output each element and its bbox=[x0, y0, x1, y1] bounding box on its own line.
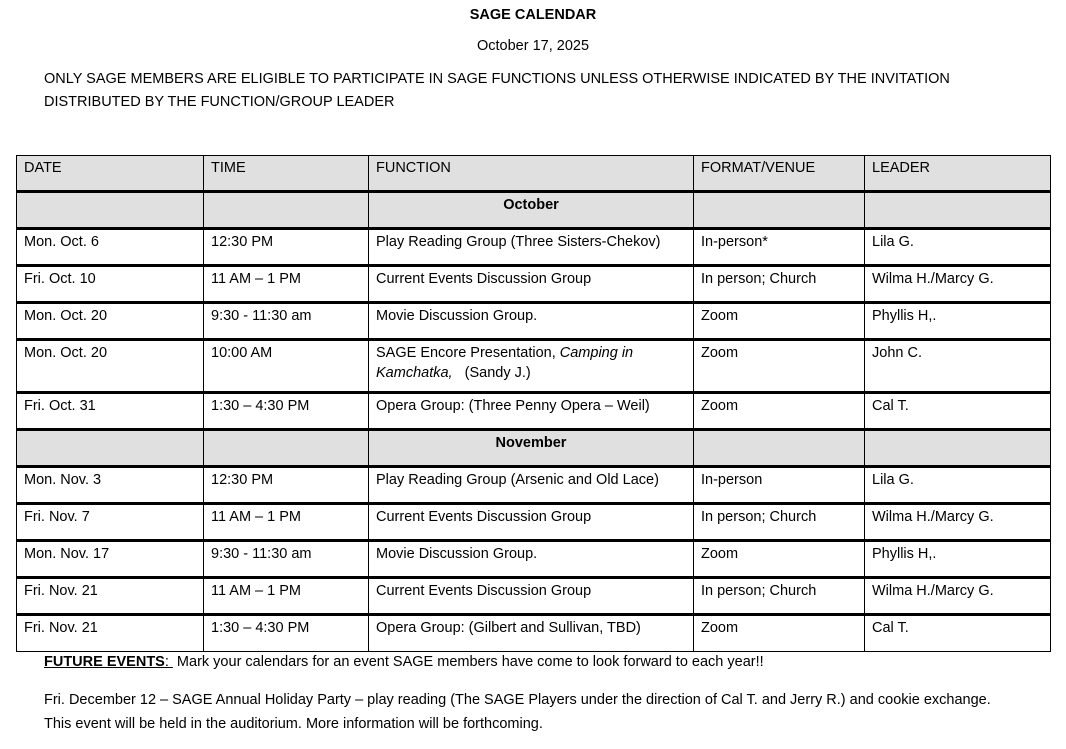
cell-function: Opera Group: (Gilbert and Sullivan, TBD) bbox=[369, 615, 694, 652]
cell-leader: Phyllis H,. bbox=[865, 541, 1051, 578]
cell-date: Fri. Nov. 21 bbox=[17, 615, 204, 652]
future-events bbox=[44, 654, 1024, 670]
month-label-november: November bbox=[369, 430, 694, 467]
month-cell-empty bbox=[17, 430, 204, 467]
cell-leader: Cal T. bbox=[865, 615, 1051, 652]
cell-time: 9:30 - 11:30 am bbox=[204, 541, 369, 578]
page-title: SAGE CALENDAR bbox=[469, 7, 597, 23]
cell-date: Mon. Oct. 6 bbox=[17, 229, 204, 266]
calendar-table bbox=[16, 155, 1051, 652]
cell-function: Play Reading Group (Three Sisters-Chekov) bbox=[369, 229, 694, 266]
column-header-function: FUNCTION bbox=[369, 156, 694, 192]
cell-function: Movie Discussion Group. bbox=[369, 541, 694, 578]
cell-venue: In person; Church bbox=[694, 578, 865, 615]
month-row-november bbox=[17, 430, 1051, 467]
cell-time: 1:30 – 4:30 PM bbox=[204, 615, 369, 652]
cell-leader: Cal T. bbox=[865, 393, 1051, 430]
function-presenter: (Sandy J.) bbox=[452, 365, 531, 381]
cell-leader: Wilma H./Marcy G. bbox=[865, 266, 1051, 303]
cell-venue: In-person bbox=[694, 467, 865, 504]
month-label-october: October bbox=[369, 192, 694, 229]
cell-venue: In-person* bbox=[694, 229, 865, 266]
cell-function: Current Events Discussion Group bbox=[369, 266, 694, 303]
column-header-date: DATE bbox=[17, 156, 204, 192]
cell-venue: In person; Church bbox=[694, 504, 865, 541]
month-cell-empty bbox=[204, 430, 369, 467]
future-events-label: FUTURE EVENTS bbox=[44, 654, 165, 670]
table-row bbox=[17, 303, 1051, 340]
cell-venue: Zoom bbox=[694, 393, 865, 430]
future-events-text: Mark your calendars for an event SAGE members have come to look forward to each year!! bbox=[172, 654, 764, 670]
cell-date: Mon. Nov. 17 bbox=[17, 541, 204, 578]
cell-leader: John C. bbox=[865, 340, 1051, 393]
table-row bbox=[17, 229, 1051, 266]
cell-time: 10:00 AM bbox=[204, 340, 369, 393]
month-cell-empty bbox=[694, 430, 865, 467]
table-row bbox=[17, 615, 1051, 652]
cell-time: 12:30 PM bbox=[204, 229, 369, 266]
cell-venue: Zoom bbox=[694, 303, 865, 340]
cell-function: Play Reading Group (Arsenic and Old Lace) bbox=[369, 467, 694, 504]
cell-function: Current Events Discussion Group bbox=[369, 504, 694, 541]
eligibility-notice: ONLY SAGE MEMBERS ARE ELIGIBLE TO PARTICIPATE IN SAGE FUNCTIONS UNLESS OTHERWISE INDICATED BY THE INVITATION DISTRIBUTED BY THE FUNCTION/GROUP LEADER bbox=[44, 71, 950, 110]
cell-leader: Phyllis H,. bbox=[865, 303, 1051, 340]
month-row-october bbox=[17, 192, 1051, 229]
table-row bbox=[17, 504, 1051, 541]
cell-leader: Wilma H./Marcy G. bbox=[865, 504, 1051, 541]
function-title-italic: Camping in Kamchatka, bbox=[376, 345, 634, 381]
cell-venue: Zoom bbox=[694, 615, 865, 652]
table-row bbox=[17, 541, 1051, 578]
column-header-time: TIME bbox=[204, 156, 369, 192]
table-header-row bbox=[17, 156, 1051, 192]
future-events-colon: : bbox=[164, 654, 173, 670]
table-row bbox=[17, 266, 1051, 303]
cell-leader: Lila G. bbox=[865, 467, 1051, 504]
cell-time: 1:30 – 4:30 PM bbox=[204, 393, 369, 430]
month-cell-empty bbox=[865, 192, 1051, 229]
cell-function: Current Events Discussion Group bbox=[369, 578, 694, 615]
cell-time: 12:30 PM bbox=[204, 467, 369, 504]
month-cell-empty bbox=[694, 192, 865, 229]
column-header-venue: FORMAT/VENUE bbox=[694, 156, 865, 192]
cell-time: 11 AM – 1 PM bbox=[204, 504, 369, 541]
cell-venue: Zoom bbox=[694, 340, 865, 393]
cell-date: Fri. Oct. 31 bbox=[17, 393, 204, 430]
cell-date: Fri. Nov. 7 bbox=[17, 504, 204, 541]
cell-function: Opera Group: (Three Penny Opera – Weil) bbox=[369, 393, 694, 430]
table-row bbox=[17, 578, 1051, 615]
function-text: SAGE Encore Presentation, bbox=[376, 345, 560, 361]
calendar-date: October 17, 2025 bbox=[476, 38, 590, 54]
column-header-leader: LEADER bbox=[865, 156, 1051, 192]
cell-date: Mon. Oct. 20 bbox=[17, 340, 204, 393]
cell-venue: Zoom bbox=[694, 541, 865, 578]
month-cell-empty bbox=[865, 430, 1051, 467]
cell-leader: Wilma H./Marcy G. bbox=[865, 578, 1051, 615]
table-row bbox=[17, 393, 1051, 430]
cell-date: Fri. Nov. 21 bbox=[17, 578, 204, 615]
cell-time: 9:30 - 11:30 am bbox=[204, 303, 369, 340]
cell-function: Movie Discussion Group. bbox=[369, 303, 694, 340]
table-row bbox=[17, 467, 1051, 504]
month-cell-empty bbox=[204, 192, 369, 229]
cell-venue: In person; Church bbox=[694, 266, 865, 303]
table-row bbox=[17, 340, 1051, 393]
cell-time: 11 AM – 1 PM bbox=[204, 578, 369, 615]
cell-function bbox=[369, 340, 694, 393]
holiday-party-note: Fri. December 12 – SAGE Annual Holiday Party – play reading (The SAGE Players under the direction of Cal T. and Jerry R.) and cookie exchange. This event will be held in the auditorium. More information will be forthcoming. bbox=[44, 692, 991, 732]
month-cell-empty bbox=[17, 192, 204, 229]
cell-date: Mon. Oct. 20 bbox=[17, 303, 204, 340]
cell-leader: Lila G. bbox=[865, 229, 1051, 266]
cell-date: Mon. Nov. 3 bbox=[17, 467, 204, 504]
cell-date: Fri. Oct. 10 bbox=[17, 266, 204, 303]
cell-time: 11 AM – 1 PM bbox=[204, 266, 369, 303]
